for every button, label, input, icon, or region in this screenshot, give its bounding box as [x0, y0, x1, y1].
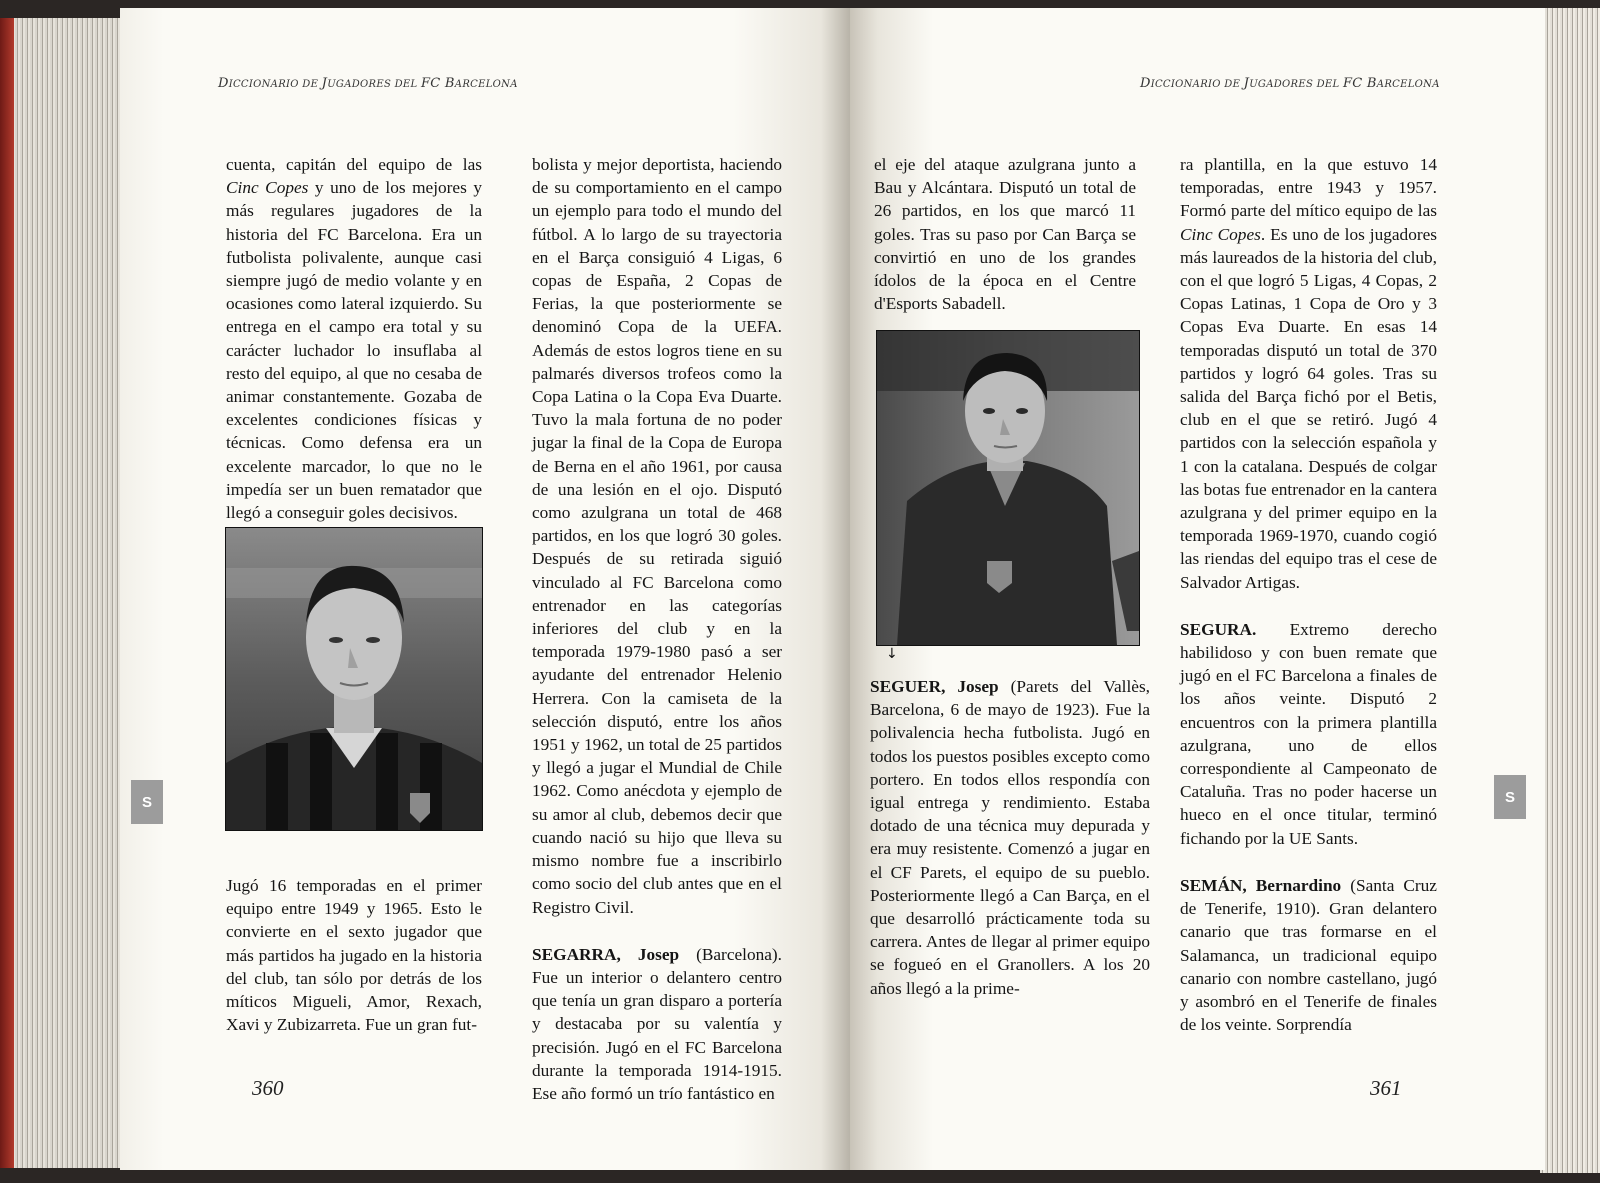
entry-seguer: SEGUER, Josep (Parets del Vallès, Barcelona, 6 de mayo de 1923). Fue la polivalencia hecha futbolista. Jugó en todos los puestos posibles excepto como portero. En todos ellos respondía con igual entrega y rendimiento. Estaba dotado de una técnica muy depurada y era muy resistente. Comenzó a jugar en el CF Parets, el equipo de su pueblo. Posteriormente llegó a Can Barça, en el que desarrolló prácticamente toda su carrera. Antes de llegar al primer equipo se fogueó en el Granollers. A los 20 años llegó a la prime- — [870, 677, 1150, 998]
player-photo-left — [225, 527, 483, 831]
entry-head: SEMÁN, Bernardino — [1180, 875, 1342, 895]
entry-head: SEGURA. — [1180, 619, 1257, 639]
right-col1-bottom — [870, 675, 1150, 1000]
paragraph: ra plantilla, en la que estuvo 14 temporadas, entre 1943 y 1957. Formó parte del mítico equipo de las Cinc Copes. Es uno de los jugadores más laureados de la historia del club, con el que logró 5 Ligas, 4 Copas, 2 Copas Latinas, 1 Copa de Oro y 3 Copas Eva Duarte. En esas 14 temporadas disputó un total de 370 partidos y logró 64 goles. Tras su salida del Barça fichó por el Betis, club en el que se retiró. Jugó 4 partidos con la selección española y 1 con la catalana. Después de colgar las botas fue entrenador en la cantera azulgrana y del primer equipo en la temporada 1969-1970, cuando cogió las riendas del equipo tras el cese de Salvador Artigas. — [1180, 155, 1437, 592]
left-col1-top — [226, 153, 482, 524]
entry-segura: SEGURA. Extremo derecho habilidoso y con buen remate que jugó en el FC Barcelona a finales de los años veinte. Disputó 2 encuentros con la primera plantilla azulgrana, uno de ellos correspondiente al Campeonato de Cataluña. Tras no poder hacerse un hueco en el once titular, terminó fichando por la UE Sants. — [1180, 619, 1437, 848]
page-number-left: 360 — [252, 1076, 284, 1100]
paragraph: Jugó 16 temporadas en el primer equipo entre 1949 y 1965. Esto le convierte en el sexto jugador que más partidos ha jugado en la historia del club, tan sólo por detrás de los míticos Migueli, Amor, Rexach, Xavi y Zubizarreta. Fue un gran fut- — [226, 876, 482, 1035]
thumb-tab-right: S — [1494, 775, 1526, 819]
page-number-right: 361 — [1370, 1076, 1402, 1100]
left-col2 — [532, 153, 782, 1105]
left-col1-bottom — [226, 874, 482, 1036]
left-page — [120, 8, 850, 1170]
thumb-tab-left: S — [131, 780, 163, 824]
entry-seman: SEMÁN, Bernardino (Santa Cruz de Tenerife, 1910). Gran delantero canario que tras formarse en el Salamanca, un tradicional equipo canario con nombre castellano, jugó y asombró en el Tenerife de finales de los veinte. Sorprendía — [1180, 875, 1437, 1035]
entry-head: SEGUER, Josep — [870, 677, 999, 696]
right-col1-top — [874, 153, 1136, 315]
right-page — [850, 8, 1545, 1170]
paragraph: bolista y mejor deportista, haciendo de su comportamiento en el campo un ejemplo para todo el mundo del fútbol. A lo largo de su trayectoria en el Barça consiguió 4 Ligas, 6 copas de España, 2 Copas de Ferias, la que posteriormente se denominó Copa de la UEFA. Además de estos logros tiene en su palmarés diversos trofeos como la Copa Latina o la Copa Eva Duarte. Tuvo la mala fortuna de no poder jugar la final de la Copa de Europa de Berna en el año 1961, por causa de una lesión en el ojo. Disputó como azulgrana un total de 468 partidos, en los que logró 30 goles. Después de su retirada siguió vinculado al FC Barcelona como entrenador en las categorías inferiores del club y en la temporada 1979-1980 pasó a ser ayudante del entrenador Helenio Herrera. Con la camiseta de la selección disputó, entre los años 1951 y 1962, un total de 25 partidos y llegó a jugar el Mundial de Chile 1962. Como anécdota y ejemplo de su amor al club, debemos decir que cuando nació su hijo que lleva su mismo nombre fue a inscribirlo como socio del club antes que en el Registro Civil. — [532, 155, 782, 917]
player-photo-right — [876, 330, 1140, 646]
entry-segarra: SEGARRA, Josep (Barcelona). Fue un interior o delantero centro que tenía un gran disparo a portería y destacaba por su valentía y precisión. Jugó en el FC Barcelona durante la temporada 1914-1915. Ese año formó un trío fantástico en — [532, 944, 782, 1103]
paragraph: cuenta, capitán del equipo de las Cinc Copes y uno de los mejores y más regulares jugadores de la historia del FC Barcelona. Era un futbolista polivalente, aunque casi siempre jugó de medio volante y en ocasiones como lateral izquierdo. Su entrega en el campo era total y su carácter luchador lo insuflaba al resto del equipo, al que no cesaba de animar constantemente. Gozaba de excelentes condiciones físicas y técnicas. Como defensa era un excelente marcador, lo que no le impedía ser un buen rematador que llegó a conseguir goles decisivos. — [226, 155, 482, 523]
running-head-right: DICCIONARIO DE JUGADORES DEL FC BARCELONA — [1140, 76, 1440, 91]
entry-head: SEGARRA, Josep — [532, 944, 680, 964]
book-page-edges-right — [1540, 8, 1600, 1173]
paragraph: el eje del ataque azulgrana junto a Bau y Alcántara. Disputó un total de 26 partidos, en los que marcó 11 goles. Tras su paso por Can Barça se convirtió en uno de los grandes ídolos de la época en el Centre d'Esports Sabadell. — [874, 155, 1136, 314]
arrow-down-icon: ↓ — [886, 646, 898, 662]
right-col2 — [1180, 153, 1437, 1036]
running-head-left: DICCIONARIO DE JUGADORES DEL FC BARCELONA — [218, 76, 518, 91]
